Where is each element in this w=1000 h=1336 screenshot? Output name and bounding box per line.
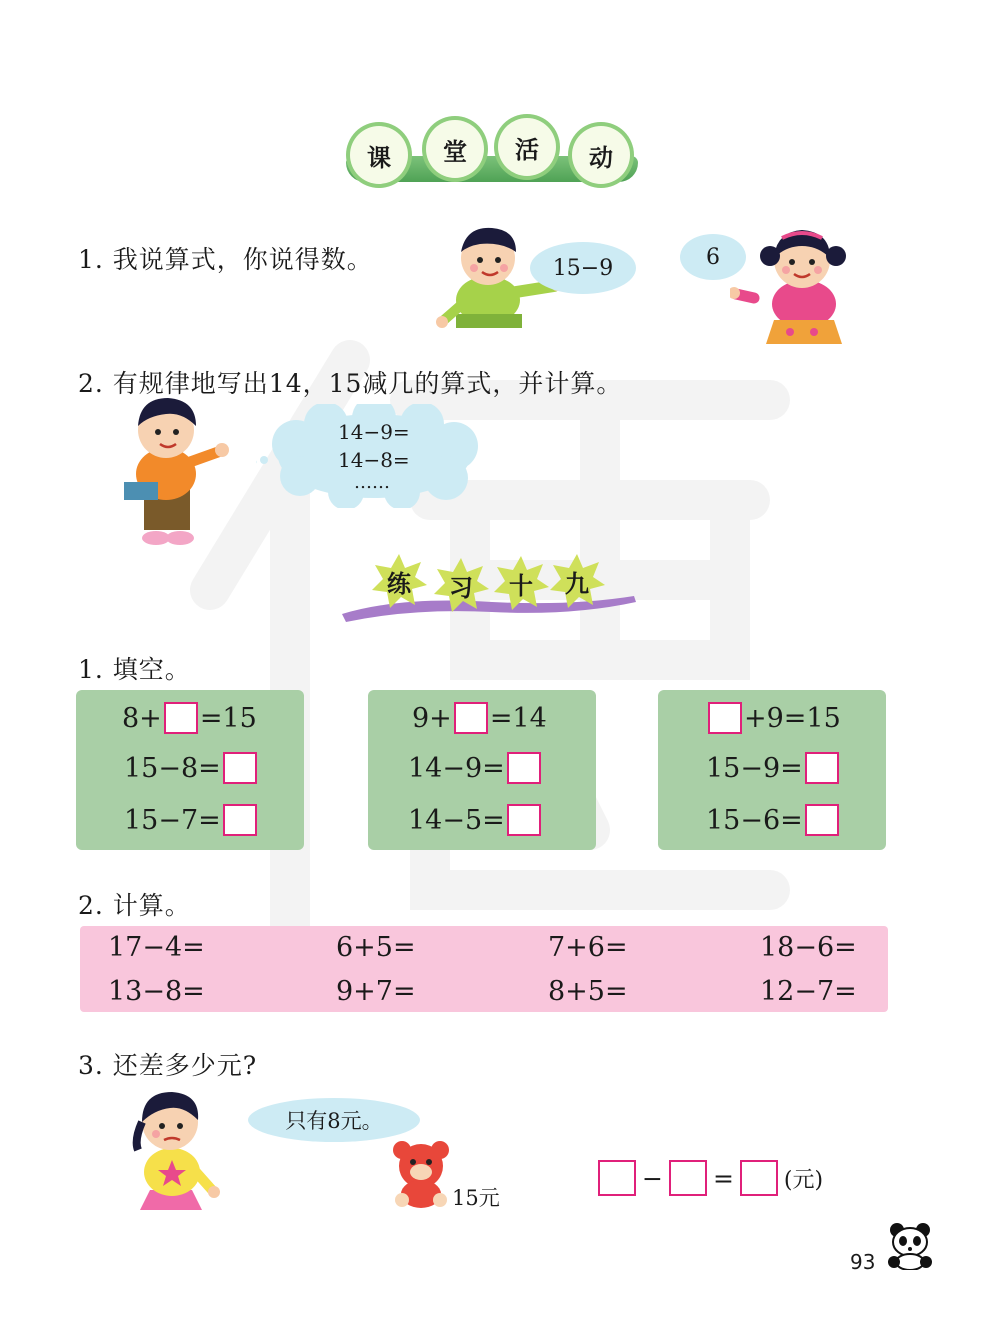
answer-box[interactable]: [740, 1160, 778, 1196]
answer-box[interactable]: [223, 752, 257, 784]
cloud-line-3: ……: [354, 472, 390, 493]
answer-box[interactable]: [507, 804, 541, 836]
answer-box[interactable]: [454, 702, 488, 734]
activity-question-2: 2. 有规律地写出14，15减几的算式，并计算。: [78, 369, 623, 398]
exercise-char-3: 十: [492, 554, 550, 612]
fill-equation: 9+ =14: [412, 702, 547, 734]
boy-bubble-text: 15−9: [552, 255, 614, 281]
answer-box[interactable]: [598, 1160, 636, 1196]
answer-box[interactable]: [805, 752, 839, 784]
teddy-bear-toy: [388, 1138, 454, 1208]
calc-item: 6+5=: [336, 932, 416, 963]
answer-box[interactable]: [669, 1160, 707, 1196]
exercise-question-2: 2. 计算。: [78, 891, 191, 920]
girl-thinking-illustration: [120, 1086, 224, 1212]
fill-equation: 15−6=: [706, 804, 839, 836]
fill-equation: 14−9=: [408, 752, 541, 784]
girl-bubble-text: 6: [706, 244, 720, 270]
answer-equation: − = (元): [598, 1160, 823, 1196]
answer-box[interactable]: [507, 752, 541, 784]
activity-banner: [346, 126, 638, 192]
calc-item: 9+7=: [336, 976, 416, 1007]
calc-item: 12−7=: [760, 976, 857, 1007]
calc-item: 8+5=: [548, 976, 628, 1007]
fill-equation: +9=15: [708, 702, 841, 734]
exercise-char-1: 练: [370, 552, 428, 610]
exercise-char-4: 九: [548, 552, 606, 610]
activity-question-1: 1. 我说算式，你说得数。: [78, 245, 373, 274]
answer-box[interactable]: [223, 804, 257, 836]
cloud-line-1: 14−9=: [338, 420, 410, 444]
calc-item: 7+6=: [548, 932, 628, 963]
answer-box[interactable]: [805, 804, 839, 836]
calc-item: 17−4=: [108, 932, 205, 963]
fill-equation: 8+ =15: [122, 702, 257, 734]
banner-char-1: 课: [350, 126, 408, 184]
girl-thought-bubble: [248, 1098, 420, 1142]
toy-price-label: 15元: [452, 1186, 500, 1210]
boy-with-book-illustration: [118, 392, 248, 550]
girl-thought-text: 只有8元。: [285, 1109, 383, 1133]
banner-char-4: 动: [572, 126, 630, 184]
exercise-question-1: 1. 填空。: [78, 655, 191, 684]
banner-char-3: 活: [498, 118, 556, 176]
banner-char-2: 堂: [426, 120, 484, 178]
exercise-char-2: 习: [432, 556, 490, 614]
girl-pointing-illustration: [730, 220, 860, 346]
cloud-line-2: 14−8=: [338, 448, 410, 472]
calc-item: 18−6=: [760, 932, 857, 963]
exercise-question-3: 3. 还差多少元?: [78, 1051, 258, 1080]
fill-equation: 15−7=: [124, 804, 257, 836]
page-number: 93: [850, 1250, 876, 1274]
fill-equation: 15−8=: [124, 752, 257, 784]
answer-box[interactable]: [164, 702, 198, 734]
calc-item: 13−8=: [108, 976, 205, 1007]
panda-icon: [884, 1222, 936, 1270]
boy-speech-bubble: [530, 242, 636, 294]
fill-equation: 14−5=: [408, 804, 541, 836]
answer-box[interactable]: [708, 702, 742, 734]
fill-equation: 15−9=: [706, 752, 839, 784]
